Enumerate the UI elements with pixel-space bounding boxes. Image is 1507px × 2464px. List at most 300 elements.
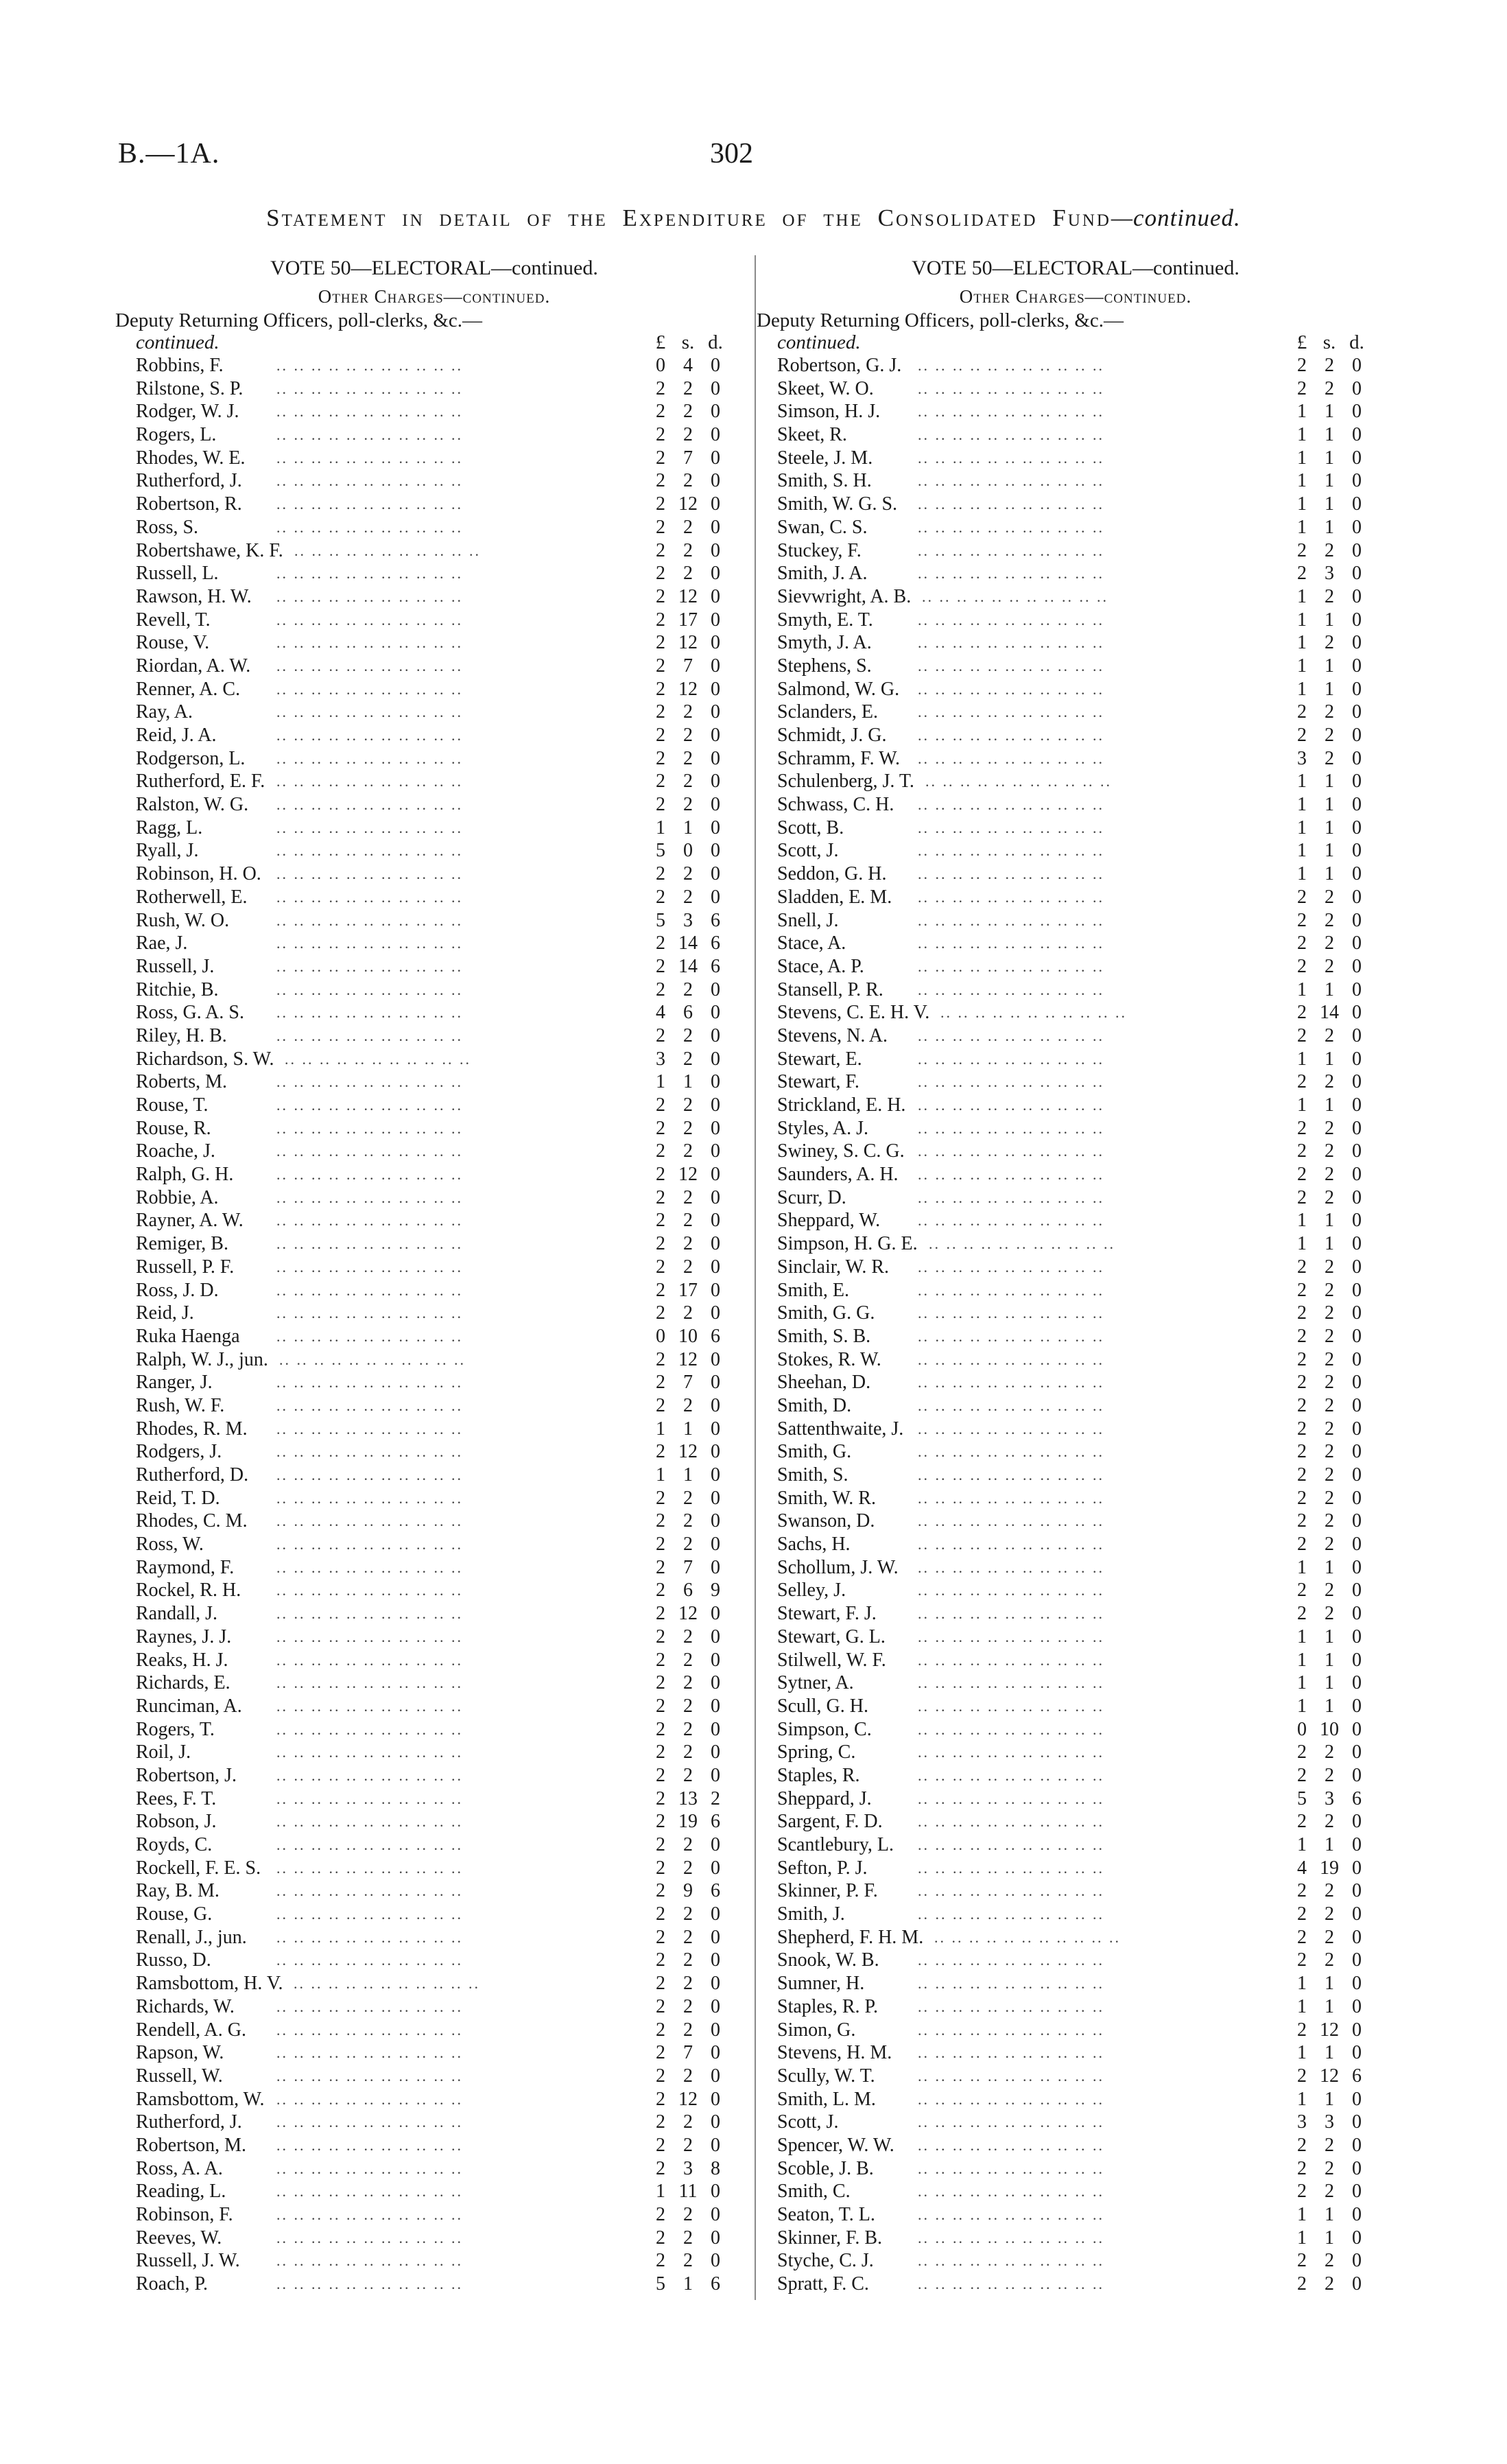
amount-shillings: 2: [1325, 932, 1334, 954]
amount-pounds: 4: [656, 1002, 665, 1024]
amount-pounds: 2: [656, 2065, 665, 2087]
table-row: [115, 678, 753, 701]
amount-pence: 0: [711, 678, 720, 700]
amount-pence: 0: [711, 725, 720, 746]
currency-shillings-header: s.: [681, 331, 695, 353]
amount-pounds: 2: [1297, 563, 1307, 585]
amount-shillings: 2: [1325, 2157, 1334, 2179]
table-row: [757, 1556, 1395, 1580]
table-row: [115, 2065, 753, 2088]
amount-shillings: 7: [683, 1372, 693, 1394]
payee-name: Russell, L.: [136, 563, 219, 585]
table-row: [757, 1209, 1395, 1232]
dot-leader: .. .. .. .. .. .. .. .. .. .. ..: [276, 611, 463, 629]
table-row: [757, 1533, 1395, 1556]
amount-pence: 0: [1352, 2088, 1362, 2110]
dot-leader: .. .. .. .. .. .. .. .. .. .. ..: [276, 2159, 463, 2177]
table-row: [757, 1671, 1395, 1695]
amount-shillings: 12: [678, 1348, 698, 1370]
amount-shillings: 17: [678, 609, 698, 631]
amount-pounds: 2: [1297, 2134, 1307, 2156]
payee-name: Ralph, W. J., jun.: [136, 1348, 268, 1370]
amount-pounds: 2: [1297, 1279, 1307, 1301]
amount-pence: 0: [1352, 2134, 1362, 2156]
amount-pounds: 2: [656, 516, 665, 538]
dot-leader: .. .. .. .. .. .. .. .. .. .. ..: [918, 1882, 1104, 1900]
amount-pence: 0: [1352, 1418, 1362, 1440]
dot-leader: .. .. .. .. .. .. .. .. .. .. ..: [276, 1212, 463, 1230]
amount-pounds: 2: [1297, 1487, 1307, 1509]
table-row: [115, 1556, 753, 1580]
amount-pounds: 2: [656, 1626, 665, 1647]
amount-pounds: 2: [1297, 1024, 1307, 1046]
amount-pounds: 2: [656, 2250, 665, 2272]
payee-name: Simpson, H. G. E.: [777, 1233, 918, 1255]
table-row: [115, 447, 753, 470]
amount-pence: 0: [1352, 1534, 1362, 1556]
amount-shillings: 7: [683, 655, 693, 677]
amount-pounds: 2: [656, 886, 665, 908]
table-row: [115, 1671, 753, 1695]
amount-shillings: 1: [1325, 840, 1334, 862]
table-row: [115, 839, 753, 863]
amount-shillings: 2: [1325, 701, 1334, 723]
amount-shillings: 2: [1325, 1348, 1334, 1370]
dot-leader: .. .. .. .. .. .. .. .. .. .. ..: [918, 1558, 1104, 1576]
table-row: [757, 1163, 1395, 1186]
amount-shillings: 12: [678, 493, 698, 515]
amount-pence: 0: [1352, 2250, 1362, 2272]
amount-pounds: 2: [1297, 1741, 1307, 1763]
amount-pence: 0: [1352, 1094, 1362, 1116]
payee-name: Robbins, F.: [136, 355, 224, 376]
table-row: [115, 2088, 753, 2111]
amount-shillings: 2: [683, 1903, 693, 1925]
dot-leader: .. .. .. .. .. .. .. .. .. .. ..: [918, 1605, 1104, 1623]
amount-shillings: 2: [683, 1649, 693, 1671]
amount-pence: 0: [1352, 909, 1362, 931]
dot-leader: .. .. .. .. .. .. .. .. .. .. ..: [276, 1119, 463, 1137]
amount-pence: 0: [1352, 355, 1362, 376]
amount-pence: 0: [711, 1164, 720, 1186]
amount-pence: 0: [1352, 493, 1362, 515]
payee-name: Smith, J.: [777, 1903, 845, 1925]
payee-name: Reid, T. D.: [136, 1487, 220, 1509]
amount-pence: 0: [711, 377, 720, 399]
dot-leader: .. .. .. .. .. .. .. .. .. .. ..: [918, 518, 1104, 536]
amount-pence: 0: [1352, 2204, 1362, 2225]
payee-name: Rae, J.: [136, 932, 188, 954]
payee-name: Sclanders, E.: [777, 701, 878, 723]
dot-leader: .. .. .. .. .. .. .. .. .. .. ..: [294, 1975, 480, 1993]
amount-pence: 0: [1352, 1279, 1362, 1301]
left-column: [115, 255, 753, 2296]
dot-leader: .. .. .. .. .. .. .. .. .. .. ..: [276, 1628, 463, 1645]
dot-leader: .. .. .. .. .. .. .. .. .. .. ..: [276, 2183, 463, 2201]
dot-leader: .. .. .. .. .. .. .. .. .. .. ..: [276, 1997, 463, 2015]
payee-name: Rendell, A. G.: [136, 2019, 246, 2041]
amount-shillings: 12: [678, 585, 698, 607]
payee-name: Swiney, S. C. G.: [777, 1140, 905, 1162]
amount-pence: 0: [1352, 840, 1362, 862]
amount-shillings: 2: [1325, 1603, 1334, 1625]
amount-pounds: 2: [656, 1949, 665, 1971]
payee-name: Robertson, M.: [136, 2134, 246, 2156]
amount-pence: 0: [1352, 1302, 1362, 1324]
payee-name: Rutherford, D.: [136, 1464, 249, 1486]
amount-shillings: 2: [1325, 747, 1334, 769]
amount-pounds: 2: [656, 1857, 665, 1879]
dot-leader: .. .. .. .. .. .. .. .. .. .. ..: [918, 657, 1104, 674]
amount-pounds: 2: [656, 1394, 665, 1416]
dot-leader: .. .. .. .. .. .. .. .. .. .. ..: [918, 1859, 1104, 1877]
payee-name: Rhodes, C. M.: [136, 1510, 248, 1532]
amount-pounds: 2: [656, 424, 665, 446]
amount-shillings: 1: [1325, 516, 1334, 538]
dot-leader: .. .. .. .. .. .. .. .. .. .. ..: [918, 1188, 1104, 1206]
amount-pounds: 1: [1297, 1649, 1307, 1671]
amount-pounds: 2: [656, 1834, 665, 1855]
amount-shillings: 2: [683, 1048, 693, 1070]
dot-leader: .. .. .. .. .. .. .. .. .. .. ..: [276, 1304, 463, 1322]
amount-pounds: 1: [1297, 1094, 1307, 1116]
amount-pounds: 1: [656, 817, 665, 838]
table-row: [757, 770, 1395, 793]
amount-shillings: 14: [678, 932, 698, 954]
dot-leader: .. .. .. .. .. .. .. .. .. .. ..: [276, 911, 463, 929]
amount-pounds: 2: [1297, 1348, 1307, 1370]
amount-shillings: 1: [1325, 1626, 1334, 1647]
amount-pence: 0: [711, 401, 720, 423]
table-row: [757, 469, 1395, 493]
amount-pounds: 2: [656, 701, 665, 723]
dot-leader: .. .. .. .. .. .. .. .. .. .. ..: [276, 1281, 463, 1299]
dot-leader: .. .. .. .. .. .. .. .. .. .. ..: [918, 1674, 1104, 1692]
payee-name: Sumner, H.: [777, 1973, 865, 1995]
amount-shillings: 1: [683, 1418, 693, 1440]
amount-pounds: 2: [1297, 2250, 1307, 2272]
table-row: [757, 1325, 1395, 1348]
table-row: [115, 400, 753, 423]
payee-name: Smith, G.: [777, 1441, 852, 1463]
amount-pence: 0: [711, 493, 720, 515]
amount-pence: 0: [1352, 1510, 1362, 1532]
amount-pounds: 2: [1297, 886, 1307, 908]
amount-pounds: 1: [1297, 1695, 1307, 1717]
table-row: [757, 1256, 1395, 1279]
amount-pounds: 1: [1297, 2204, 1307, 2225]
dot-leader: .. .. .. .. .. .. .. .. .. .. ..: [918, 1327, 1104, 1345]
payee-name: Salmond, W. G.: [777, 678, 900, 700]
dot-leader: .. .. .. .. .. .. .. .. .. .. ..: [276, 1166, 463, 1184]
dot-leader: .. .. .. .. .. .. .. .. .. .. ..: [918, 2275, 1104, 2293]
amount-shillings: 2: [683, 1834, 693, 1855]
amount-shillings: 2: [1325, 1372, 1334, 1394]
amount-pence: 0: [711, 1210, 720, 1232]
amount-pounds: 2: [656, 725, 665, 746]
amount-pence: 0: [1352, 932, 1362, 954]
payee-name: Smith, L. M.: [777, 2088, 876, 2110]
page-title: [0, 204, 1507, 232]
amount-pounds: 2: [1297, 1418, 1307, 1440]
payee-name: Stuckey, F.: [777, 539, 862, 561]
amount-pence: 0: [711, 1764, 720, 1786]
payee-name: Rutherford, J.: [136, 2111, 242, 2133]
payee-name: Sachs, H.: [777, 1534, 851, 1556]
amount-pence: 0: [711, 1649, 720, 1671]
amount-pounds: 2: [656, 2111, 665, 2133]
table-row: [115, 655, 753, 678]
amount-pounds: 2: [1297, 1603, 1307, 1625]
amount-shillings: 13: [678, 1787, 698, 1809]
amount-pence: 0: [711, 2088, 720, 2110]
table-row: [757, 2249, 1395, 2273]
column-divider: [755, 255, 756, 2300]
payee-name: Richards, E.: [136, 1672, 230, 1694]
amount-pence: 0: [711, 2065, 720, 2087]
amount-pence: 0: [1352, 2157, 1362, 2179]
dot-leader: .. .. .. .. .. .. .. .. .. .. ..: [918, 1790, 1104, 1807]
dot-leader: .. .. .. .. .. .. .. .. .. .. ..: [276, 727, 463, 744]
amount-shillings: 2: [683, 886, 693, 908]
amount-pence: 0: [1352, 1649, 1362, 1671]
amount-shillings: 2: [683, 401, 693, 423]
amount-pounds: 2: [656, 1995, 665, 2017]
table-row: [757, 1464, 1395, 1487]
dot-leader: .. .. .. .. .. .. .. .. .. .. ..: [276, 1004, 463, 1022]
dot-leader: .. .. .. .. .. .. .. .. .. .. ..: [276, 379, 463, 397]
amount-pounds: 1: [1297, 2088, 1307, 2110]
table-row: [115, 701, 753, 724]
amount-shillings: 2: [1325, 1580, 1334, 1601]
amount-pounds: 2: [656, 1741, 665, 1763]
amount-pounds: 3: [1297, 2111, 1307, 2133]
payee-name: Ross, A. A.: [136, 2157, 223, 2179]
table-row: [115, 1440, 753, 1464]
table-row: [757, 1048, 1395, 1071]
dot-leader: .. .. .. .. .. .. .. .. .. .. ..: [276, 749, 463, 767]
dot-leader: .. .. .. .. .. .. .. .. .. .. ..: [276, 1420, 463, 1438]
amount-pence: 0: [1352, 2181, 1362, 2203]
expenditure-list: [757, 354, 1395, 2296]
amount-shillings: 2: [1325, 2273, 1334, 2295]
amount-pence: 0: [711, 2019, 720, 2041]
payee-name: Rodger, W. J.: [136, 401, 239, 423]
amount-shillings: 12: [1320, 2065, 1339, 2087]
amount-shillings: 1: [1325, 1048, 1334, 1070]
amount-pounds: 2: [1297, 2273, 1307, 2295]
amount-pounds: 3: [1297, 747, 1307, 769]
amount-pounds: 2: [656, 493, 665, 515]
amount-pence: 0: [711, 516, 720, 538]
payee-name: Stewart, G. L.: [777, 1626, 886, 1647]
amount-pounds: 2: [1297, 1372, 1307, 1394]
amount-shillings: 2: [1325, 1811, 1334, 1833]
amount-shillings: 2: [683, 1672, 693, 1694]
amount-shillings: 2: [1325, 377, 1334, 399]
amount-pounds: 2: [656, 1279, 665, 1301]
amount-pounds: 3: [656, 1048, 665, 1070]
amount-pounds: 2: [1297, 1186, 1307, 1208]
amount-pounds: 2: [656, 678, 665, 700]
amount-pounds: 1: [1297, 1834, 1307, 1855]
amount-shillings: 1: [1325, 655, 1334, 677]
payee-name: Snell, J.: [777, 909, 839, 931]
table-row: [115, 2249, 753, 2273]
amount-shillings: 2: [1325, 539, 1334, 561]
amount-shillings: 10: [1320, 1718, 1339, 1740]
table-row: [115, 585, 753, 609]
amount-shillings: 1: [1325, 1834, 1334, 1855]
amount-pounds: 2: [656, 1718, 665, 1740]
dot-leader: .. .. .. .. .. .. .. .. .. .. ..: [918, 1350, 1104, 1368]
table-row: [115, 1695, 753, 1718]
dot-leader: .. .. .. .. .. .. .. .. .. .. ..: [918, 1697, 1104, 1715]
amount-shillings: 1: [1325, 1973, 1334, 1995]
amount-pounds: 2: [656, 2157, 665, 2179]
table-row: [115, 1833, 753, 1857]
amount-pence: 8: [711, 2157, 720, 2179]
table-row: [757, 1001, 1395, 1024]
amount-shillings: 2: [683, 1534, 693, 1556]
payee-name: Stevens, N. A.: [777, 1024, 888, 1046]
amount-pence: 0: [711, 1741, 720, 1763]
table-row: [115, 1302, 753, 1325]
amount-pence: 0: [711, 863, 720, 885]
amount-shillings: 2: [683, 2134, 693, 2156]
dot-leader: .. .. .. .. .. .. .. .. .. .. ..: [276, 1651, 463, 1669]
table-row: [757, 631, 1395, 655]
table-row: [757, 724, 1395, 747]
table-row: [757, 839, 1395, 863]
dot-leader: .. .. .. .. .. .. .. .. .. .. ..: [940, 1004, 1127, 1022]
page-code: B.—1A.: [118, 138, 220, 169]
dot-leader: .. .. .. .. .. .. .. .. .. .. ..: [918, 1905, 1104, 1923]
dot-leader: .. .. .. .. .. .. .. .. .. .. ..: [918, 1073, 1104, 1091]
payee-name: Swan, C. S.: [777, 516, 868, 538]
payee-name: Schulenberg, J. T.: [777, 771, 914, 793]
payee-name: Smith, C.: [777, 2181, 851, 2203]
payee-name: Spratt, F. C.: [777, 2273, 869, 2295]
amount-pounds: 2: [656, 1510, 665, 1532]
amount-shillings: 7: [683, 1556, 693, 1578]
table-row: [115, 2273, 753, 2296]
amount-pounds: 2: [656, 863, 665, 885]
payee-name: Sargent, F. D.: [777, 1811, 883, 1833]
amount-pounds: 2: [656, 1880, 665, 1902]
amount-pence: 0: [711, 1949, 720, 1971]
payee-name: Staples, R. P.: [777, 1995, 879, 2017]
amount-shillings: 6: [683, 1002, 693, 1024]
dot-leader: .. .. .. .. .. .. .. .. .. .. ..: [276, 357, 463, 374]
table-row: [115, 1787, 753, 1811]
amount-shillings: 1: [1325, 2088, 1334, 2110]
amount-shillings: 12: [678, 2088, 698, 2110]
table-row: [115, 2227, 753, 2250]
amount-pounds: 2: [656, 1764, 665, 1786]
amount-pence: 0: [1352, 1580, 1362, 1601]
amount-shillings: 2: [683, 1394, 693, 1416]
payee-name: Rhodes, W. E.: [136, 447, 246, 469]
amount-shillings: 9: [683, 1880, 693, 1902]
payee-name: Skeet, W. O.: [777, 377, 874, 399]
amount-shillings: 2: [683, 1186, 693, 1208]
dot-leader: .. .. .. .. .. .. .. .. .. .. ..: [918, 957, 1104, 975]
table-row: [115, 1879, 753, 1903]
amount-shillings: 0: [683, 840, 693, 862]
amount-shillings: 19: [678, 1811, 698, 1833]
section-heading: [115, 309, 753, 354]
amount-shillings: 1: [1325, 493, 1334, 515]
dot-leader: .. .. .. .. .. .. .. .. .. .. ..: [276, 773, 463, 790]
amount-shillings: 2: [1325, 1186, 1334, 1208]
amount-shillings: 2: [1325, 2250, 1334, 2272]
amount-pence: 0: [1352, 2019, 1362, 2041]
dot-leader: .. .. .. .. .. .. .. .. .. .. ..: [276, 1026, 463, 1044]
table-row: [757, 932, 1395, 955]
amount-shillings: 3: [1325, 1787, 1334, 1809]
table-row: [115, 1718, 753, 1741]
amount-pounds: 2: [656, 655, 665, 677]
amount-pounds: 2: [656, 1186, 665, 1208]
amount-pounds: 2: [1297, 1117, 1307, 1139]
table-row: [757, 2134, 1395, 2157]
amount-pence: 0: [711, 1695, 720, 1717]
payee-name: Renall, J., jun.: [136, 1926, 247, 1948]
amount-pounds: 2: [656, 470, 665, 492]
amount-shillings: 2: [683, 2019, 693, 2041]
table-row: [757, 2111, 1395, 2134]
table-row: [115, 1649, 753, 1672]
amount-shillings: 2: [1325, 1464, 1334, 1486]
payee-name: Skeet, R.: [777, 424, 847, 446]
dot-leader: .. .. .. .. .. .. .. .. .. .. ..: [918, 1651, 1104, 1669]
table-row: [757, 354, 1395, 377]
dot-leader: .. .. .. .. .. .. .. .. .. .. ..: [918, 541, 1104, 559]
amount-shillings: 14: [1320, 1002, 1339, 1024]
payee-name: Sheppard, J.: [777, 1787, 872, 1809]
payee-name: Sheppard, W.: [777, 1210, 881, 1232]
amount-pence: 0: [711, 1973, 720, 1995]
amount-pounds: 2: [656, 2227, 665, 2249]
payee-name: Ross, W.: [136, 1534, 204, 1556]
amount-shillings: 1: [1325, 1210, 1334, 1232]
amount-pence: 0: [711, 2042, 720, 2064]
amount-pence: 0: [711, 2181, 720, 2203]
dot-leader: .. .. .. .. .. .. .. .. .. .. ..: [276, 1951, 463, 1969]
dot-leader: .. .. .. .. .. .. .. .. .. .. ..: [918, 727, 1104, 744]
dot-leader: .. .. .. .. .. .. .. .. .. .. ..: [276, 1396, 463, 1414]
amount-pence: 0: [711, 355, 720, 376]
table-row: [115, 955, 753, 978]
table-row: [115, 493, 753, 516]
amount-pence: 0: [711, 1117, 720, 1139]
amount-pence: 0: [711, 1903, 720, 1925]
payee-name: Scott, J.: [777, 2111, 839, 2133]
table-row: [757, 539, 1395, 563]
table-row: [115, 1903, 753, 1926]
amount-pence: 6: [711, 909, 720, 931]
payee-name: Seddon, G. H.: [777, 863, 887, 885]
payee-name: Rapson, W.: [136, 2042, 224, 2064]
amount-pounds: 1: [1297, 840, 1307, 862]
amount-pence: 0: [1352, 1626, 1362, 1647]
amount-shillings: 1: [1325, 678, 1334, 700]
amount-pence: 0: [1352, 470, 1362, 492]
currency-pence-header: d.: [708, 331, 723, 353]
dot-leader: .. .. .. .. .. .. .. .. .. .. ..: [276, 957, 463, 975]
dot-leader: .. .. .. .. .. .. .. .. .. .. ..: [918, 1512, 1104, 1530]
